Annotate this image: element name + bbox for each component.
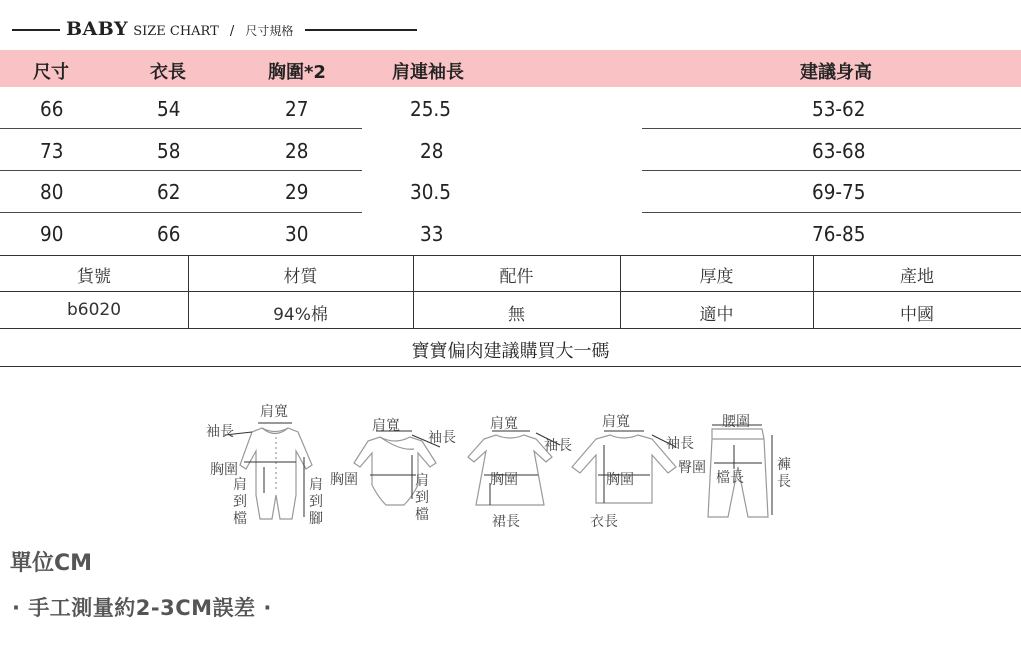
cell-height: 76-85 [812, 222, 866, 246]
pants-hip-label: 臀圍 [678, 460, 706, 476]
cell-sleeve: 28 [420, 139, 444, 163]
spec-header-material: 材質 [283, 267, 318, 287]
advice-border-bottom [0, 366, 1021, 367]
spec-border-top [0, 255, 1021, 256]
cell-chest: 29 [285, 180, 309, 204]
column-header-height: 建議身高 [800, 62, 872, 83]
spec-value-accessories: 無 [508, 305, 525, 325]
bodysuit-shoulder-to-crotch-label: 肩到檔 [415, 473, 429, 523]
cell-sleeve: 25.5 [410, 97, 451, 121]
column-header-chest: 胸圍*2 [268, 62, 326, 83]
table-row [0, 88, 1021, 129]
row-divider [642, 128, 1021, 129]
column-header-sleeve: 肩連袖長 [392, 62, 464, 83]
top-length-label: 衣長 [590, 514, 618, 530]
bodysuit-shoulder-label: 肩寬 [372, 418, 400, 434]
spec-value-item-no: b6020 [66, 300, 122, 320]
romper-shoulder-to-crotch-label: 肩到檔 [233, 477, 247, 527]
cell-height: 63-68 [812, 139, 866, 163]
spec-header-origin: 產地 [900, 267, 934, 287]
measurement-diagram [200, 405, 810, 540]
chart-title [66, 18, 293, 40]
spec-border-bottom [0, 328, 1021, 329]
dress-sleeve-label: 袖長 [544, 438, 572, 454]
spec-value-material: 94%棉 [273, 305, 328, 325]
column-header-size: 尺寸 [33, 62, 69, 83]
size-advice: 寶寶偏肉建議購買大一碼 [411, 341, 610, 362]
cell-length: 66 [157, 222, 181, 246]
dress-shoulder-label: 肩寬 [490, 416, 518, 432]
spec-border-mid [0, 291, 1021, 292]
cell-size: 66 [40, 97, 64, 121]
title-zh: 尺寸規格 [245, 24, 294, 38]
top-chest-label: 胸圍 [606, 472, 634, 488]
dress-chest-label: 胸圍 [490, 472, 518, 488]
pants-waist-label: 腰圍 [722, 414, 750, 430]
header-rule-right [305, 29, 417, 31]
cell-size: 73 [40, 139, 64, 163]
romper-drawing [240, 428, 312, 519]
spec-value-thickness: 適中 [699, 305, 734, 325]
romper-sleeve-label: 袖長 [206, 424, 234, 440]
title-baby: BABY [66, 18, 129, 40]
bodysuit-chest-label: 胸圍 [330, 472, 358, 488]
row-divider [0, 128, 362, 129]
cell-length: 62 [157, 180, 181, 204]
table-row [0, 213, 1021, 254]
column-header-length: 衣長 [150, 62, 186, 83]
cell-length: 58 [157, 139, 181, 163]
table-row [0, 130, 1021, 171]
cell-chest: 28 [285, 139, 309, 163]
measurement-note: · 手工測量約2-3CM誤差 · [12, 596, 272, 620]
size-table-header [0, 50, 1021, 87]
cell-sleeve: 33 [420, 222, 444, 246]
cell-size: 90 [40, 222, 64, 246]
spec-header-accessories: 配件 [499, 267, 534, 287]
romper-shoulder-to-foot-label: 肩到腳 [309, 477, 323, 527]
table-row [0, 171, 1021, 212]
header-rule-left [12, 29, 60, 31]
bodysuit-sleeve-label: 袖長 [428, 430, 456, 446]
spec-header-item-no: 貨號 [77, 267, 111, 287]
title-separator: / [229, 24, 235, 39]
top-sleeve-label: 袖長 [666, 436, 694, 452]
top-shoulder-label: 肩寬 [602, 414, 630, 430]
unit-label: 單位CM [10, 551, 93, 576]
cell-sleeve: 30.5 [410, 180, 451, 204]
cell-height: 53-62 [812, 97, 866, 121]
cell-chest: 30 [285, 222, 309, 246]
chart-header [8, 18, 418, 42]
romper-chest-label: 胸圍 [210, 462, 238, 478]
pants-crotch-label: 檔長 [716, 470, 744, 486]
spec-value-origin: 中國 [900, 305, 934, 325]
title-size-chart: SIZE CHART [133, 24, 219, 39]
cell-height: 69-75 [812, 180, 866, 204]
cell-length: 54 [157, 97, 181, 121]
cell-chest: 27 [285, 97, 309, 121]
spec-header-thickness: 厚度 [699, 267, 734, 287]
pants-length-label: 褲長 [777, 457, 791, 490]
dress-skirt-length-label: 裙長 [492, 514, 520, 530]
cell-size: 80 [40, 180, 64, 204]
romper-shoulder-label: 肩寬 [260, 404, 288, 420]
